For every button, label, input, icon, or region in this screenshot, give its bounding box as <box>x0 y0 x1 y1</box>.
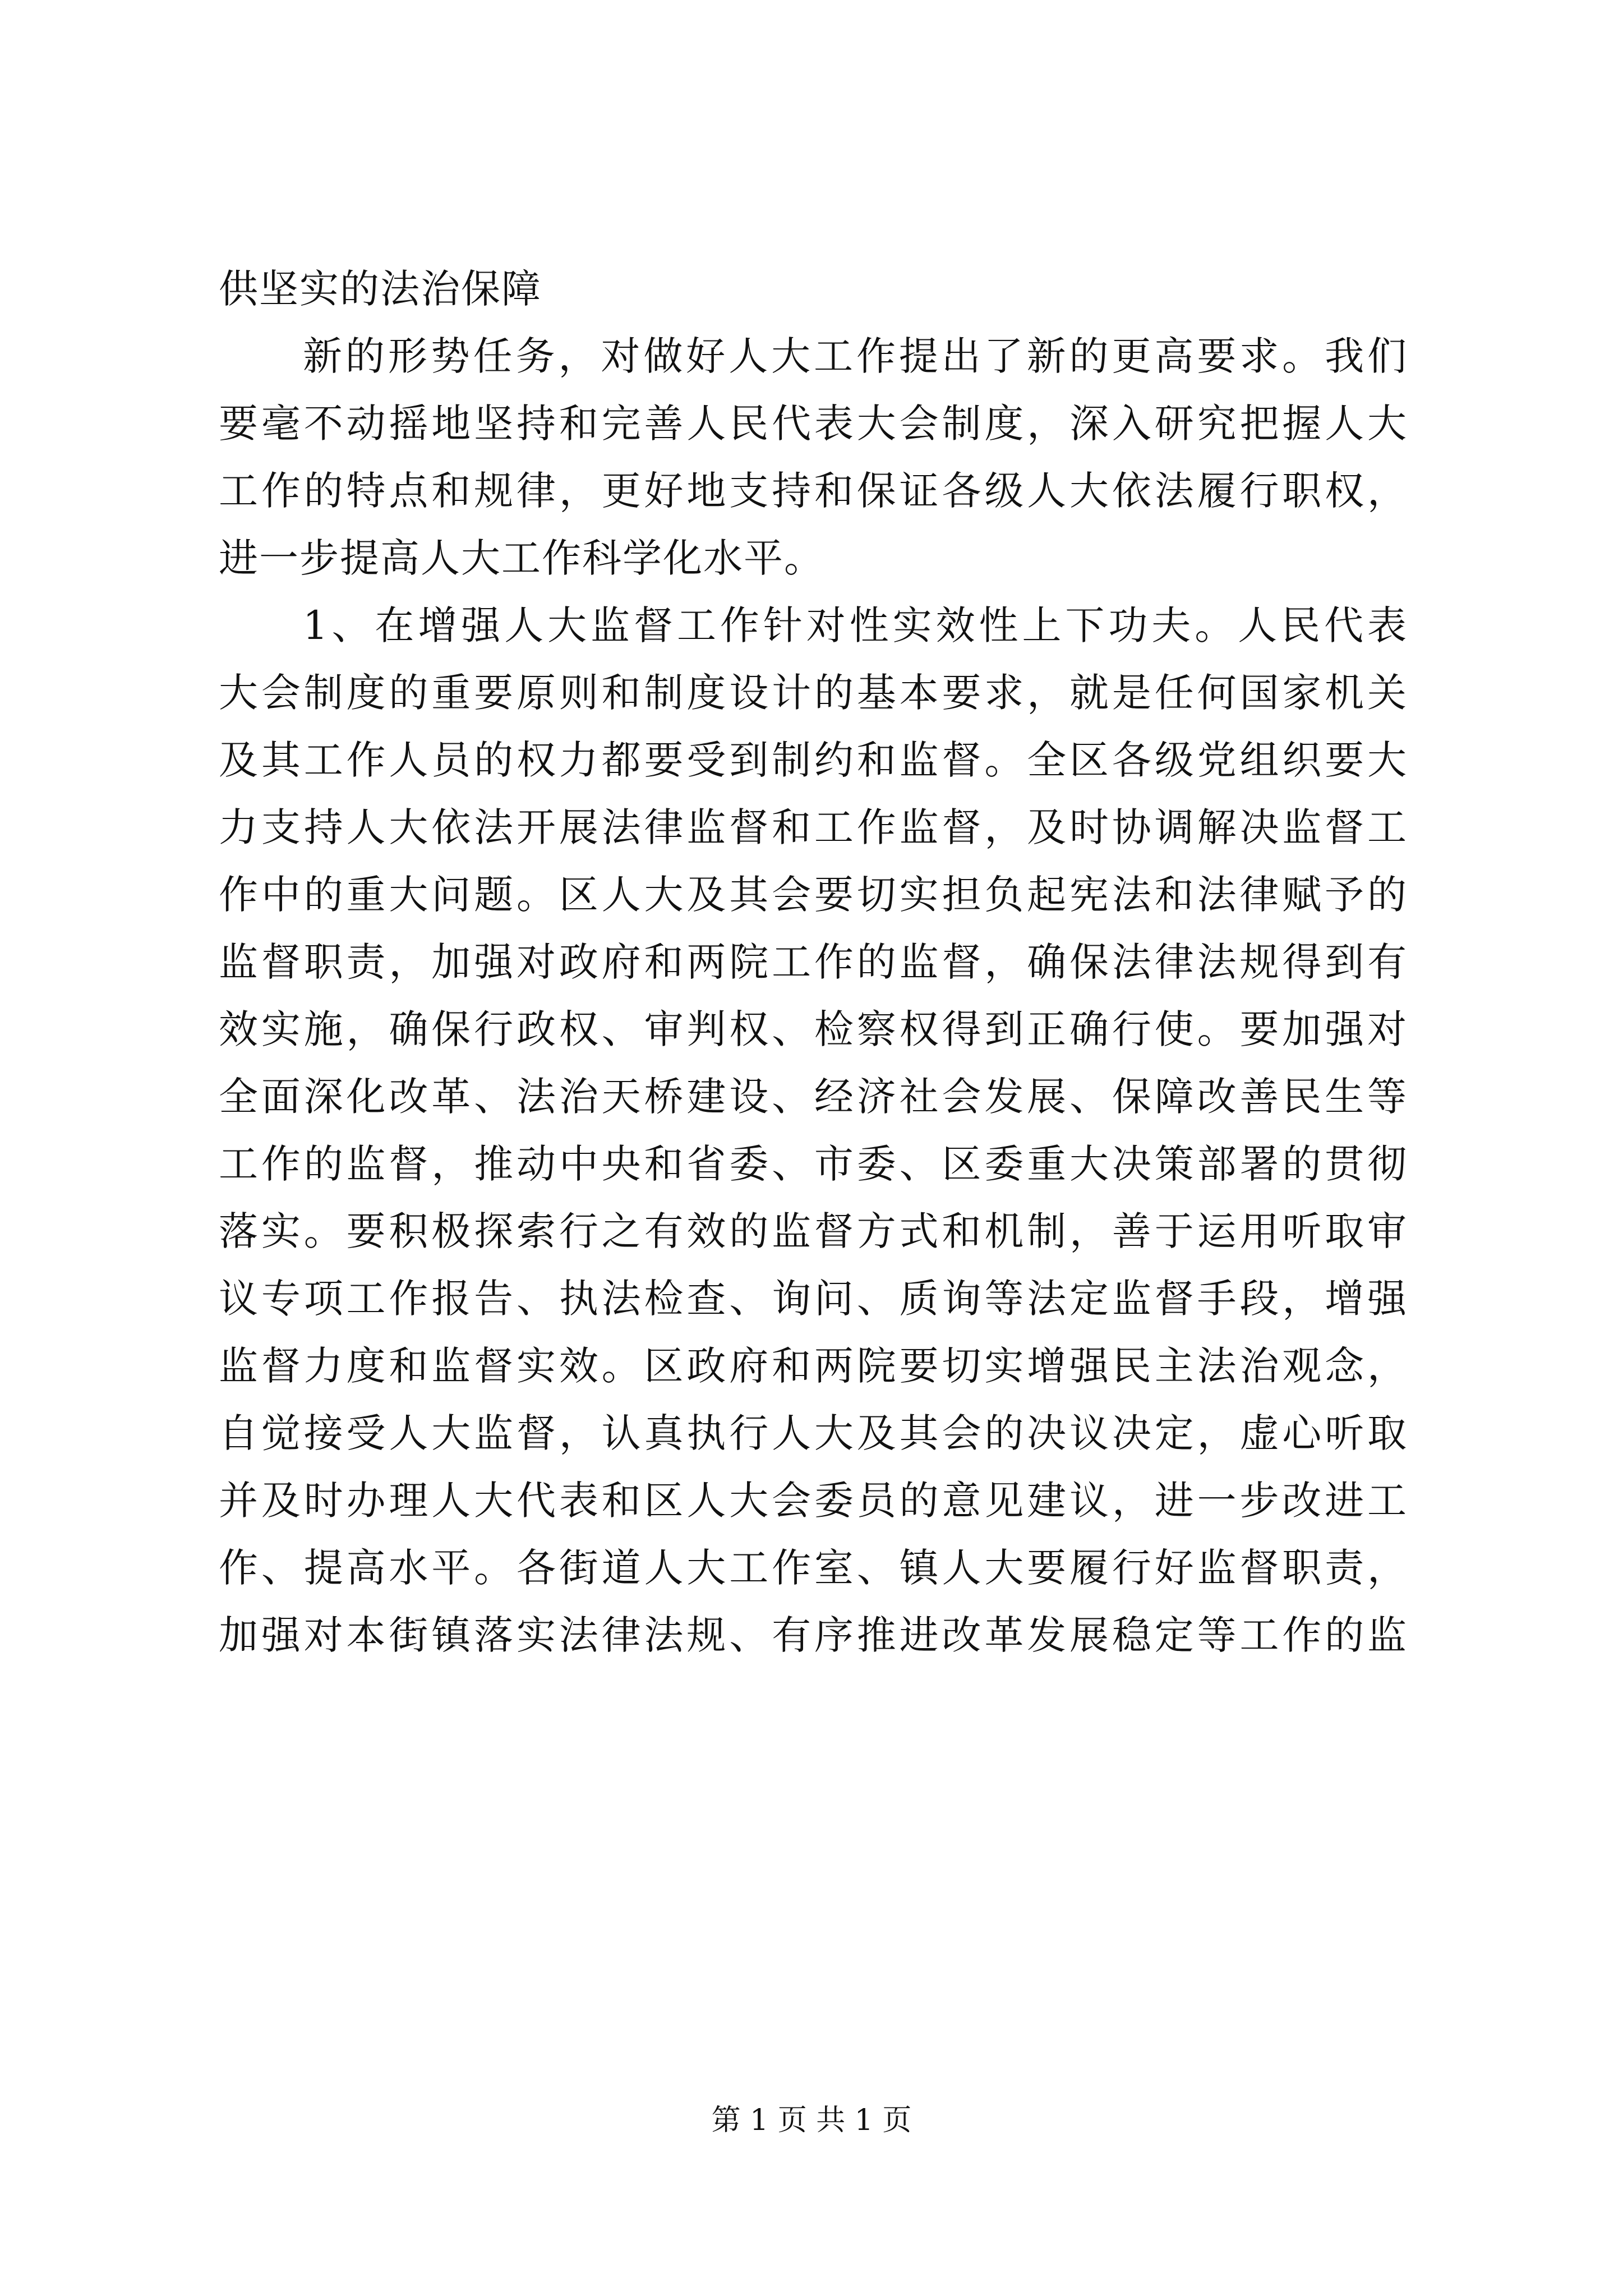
page-number-footer: 第 1 页 共 1 页 <box>711 2104 912 2137</box>
text-line: 供坚实的法治保障 <box>219 266 542 312</box>
text-line: 效实施，确保行政权、审判权、检察权得到正确行使。要加强对 <box>219 1006 1408 1052</box>
text-line: 加强对本街镇落实法律法规、有序推进改革发展稳定等工作的监 <box>219 1612 1408 1658</box>
text-line: 工作的监督，推动中央和省委、市委、区委重大决策部署的贯彻 <box>219 1141 1408 1187</box>
text-line: 作、提高水平。各街道人大工作室、镇人大要履行好监督职责， <box>219 1545 1408 1591</box>
text-line: 落实。要积极探索行之有效的监督方式和机制，善于运用听取审 <box>219 1208 1408 1254</box>
text-line: 并及时办理人大代表和区人大会委员的意见建议，进一步改进工 <box>219 1478 1408 1524</box>
text-line: 及其工作人员的权力都要受到制约和监督。全区各级党组织要大 <box>219 737 1408 783</box>
text-line: 议专项工作报告、执法检查、询问、质询等法定监督手段，增强 <box>219 1276 1408 1322</box>
text-line: 1、在增强人大监督工作针对性实效性上下功夫。人民代表 <box>303 602 1408 648</box>
text-line: 进一步提高人大工作科学化水平。 <box>219 535 824 581</box>
text-line: 要毫不动摇地坚持和完善人民代表大会制度，深入研究把握人大 <box>219 401 1408 447</box>
text-line: 大会制度的重要原则和制度设计的基本要求，就是任何国家机关 <box>219 670 1408 716</box>
text-line: 全面深化改革、法治天桥建设、经济社会发展、保障改善民生等 <box>219 1074 1408 1120</box>
text-line: 监督职责，加强对政府和两院工作的监督，确保法律法规得到有 <box>219 939 1408 985</box>
text-line: 监督力度和监督实效。区政府和两院要切实增强民主法治观念， <box>219 1343 1408 1389</box>
text-line: 作中的重大问题。区人大及其会要切实担负起宪法和法律赋予的 <box>219 872 1408 918</box>
document-body <box>219 255 1408 1669</box>
text-line: 力支持人大依法开展法律监督和工作监督，及时协调解决监督工 <box>219 804 1408 850</box>
text-line: 工作的特点和规律，更好地支持和保证各级人大依法履行职权， <box>219 468 1408 514</box>
text-line: 新的形势任务，对做好人大工作提出了新的更高要求。我们 <box>303 333 1408 379</box>
text-line: 自觉接受人大监督，认真执行人大及其会的决议决定，虚心听取 <box>219 1410 1408 1456</box>
